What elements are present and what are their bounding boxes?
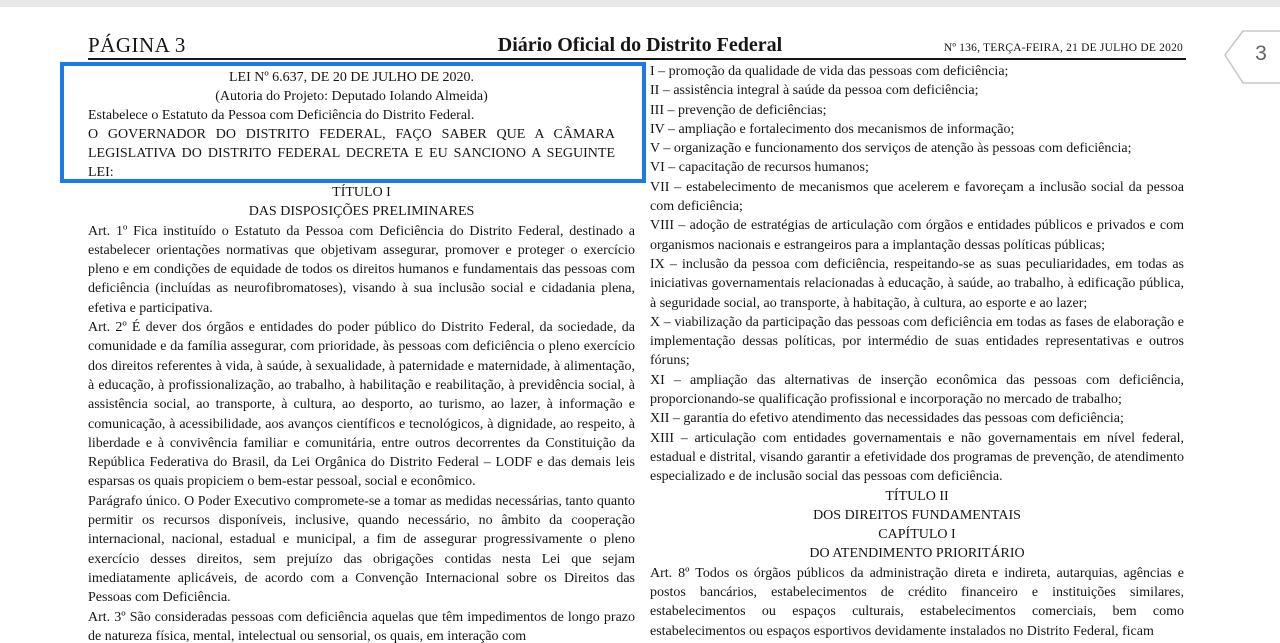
page-number-tab[interactable] [1222, 28, 1280, 86]
titulo-ii-heading: TÍTULO II [885, 488, 949, 504]
capitulo-i-heading: CAPÍTULO I [878, 527, 956, 543]
item-xiii: XIII – articulação com entidades governamentais e não governamentais em nível federal, estadual e distrital, visando garantir a efetividade dos programas de prevenção, de atendimento especializado e de inclusão social das pessoas com deficiência. [650, 430, 1184, 485]
item-iii: III – prevenção de deficiências; [650, 102, 827, 118]
item-v: V – organização e funcionamento dos serviços de atenção às pessoas com deficiência; [650, 141, 1132, 157]
page-label: PÁGINA 3 [88, 33, 186, 57]
paragrafo-unico-paragraph: Parágrafo único. O Poder Executivo compromete-se a tomar as medidas necessárias, tanto quanto permitir os recursos disponíveis, inclusive, quando necessário, no âmbito da cooperação internacional, nacional, estadual e municipal, a fim de assegurar progressivamente o pleno exercício desses direitos, sem prejuízo das obrigações contidas nesta Lei que sejam imediatamente aplicáveis, de acordo com a Convenção Internacional sobre os Direitos das Pessoas com Deficiência. [88, 493, 635, 606]
disposicoes-preliminares-heading: DAS DISPOSIÇÕES PRELIMINARES [248, 204, 475, 220]
article-2-paragraph: Art. 2º É dever dos órgãos e entidades do poder público do Distrito Federal, da sociedade, da comunidade e da família assegurar, com prioridade, às pessoas com deficiência o pleno exercício dos direitos referentes à vida, à saúde, à sexualidade, à paternidade e maternidade, à alimentação, à educação, à profissionalização, ao trabalho, à habilitação e reabilitação, à previdência social, à assistência social, ao transporte, à cultura, ao desporto, ao turismo, ao lazer, à informação e comunicação, à acessibilidade, aos avanços científicos e tecnológicos, à dignidade, ao respeito, à liberdade e à convivência familiar e comunitária, entre outros decorrentes da Constituição da República Federativa do Brasil, da Lei Orgânica do Distrito Federal – LODF e das demais leis esparsas os quais propiciem o bem-estar pessoal, social e econômico. [88, 320, 635, 490]
item-xii: XII – garantia do efetivo atendimento das necessidades das pessoas com deficiência; [650, 411, 1124, 427]
edition-info: Nº 136, TERÇA-FEIRA, 21 DE JULHO DE 2020 [943, 42, 1183, 54]
law-title: LEI Nº 6.637, DE 20 DE JULHO DE 2020. [228, 70, 475, 85]
law-header-highlight-box [60, 62, 646, 183]
right-column [650, 62, 1184, 643]
viewer-top-strip [0, 0, 1280, 7]
law-summary: Estabelece o Estatuto da Pessoa com Deficiência do Distrito Federal. [88, 108, 475, 123]
page-tab-number: 3 [1255, 42, 1267, 65]
gazette-title: Diário Oficial do Distrito Federal [497, 34, 783, 56]
item-viii: VIII – adoção de estratégias de articulação com órgãos e entidades públicos e privados e com organismos nacionais e estrangeiros para a implantação dessas políticas públicas; [650, 218, 1184, 253]
article-1-paragraph: Art. 1º Fica instituído o Estatuto da Pessoa com Deficiência do Distrito Federal, destinado a estabelecer orientações normativas que objetivam assegurar, promover e proteger o exercício pleno e em condições de equidade de todos os direitos humanos e fundamentais das pessoas com deficiência (incluídas as neurofibromatoses), visando à sua inclusão social e cidadania plena, efetiva e participativa. [88, 223, 635, 316]
titulo-i-heading: TÍTULO I [332, 185, 391, 200]
law-authorship: (Autoria do Projeto: Deputado Iolando Almeida) [215, 89, 488, 104]
article-3-paragraph: Art. 3º São consideradas pessoas com deficiência aquelas que têm impedimentos de longo prazo de natureza física, mental, intelectual ou sensorial, os quais, em interação com [88, 609, 635, 643]
law-preamble: O GOVERNADOR DO DISTRITO FEDERAL, FAÇO SABER QUE A CÂMARA LEGISLATIVA DO DISTRITO FEDERAL DECRETA E EU SANCIONO A SEGUINTE LEI: [88, 127, 615, 180]
item-x: X – viabilização da participação das pessoas com deficiência em todas as fases de elaboração e implementação dessas políticas, por intermédio de suas entidades representativas e outros fóruns; [650, 314, 1184, 369]
header-rule [88, 58, 1186, 60]
direitos-fundamentais-heading: DOS DIREITOS FUNDAMENTAIS [813, 507, 1021, 523]
item-vi: VI – capacitação de recursos humanos; [650, 160, 869, 176]
item-xi: XI – ampliação das alternativas de inserção econômica das pessoas com deficiência, proporcionando-se qualificação profissional e incorporação no mercado de trabalho; [650, 372, 1184, 408]
article-8-paragraph: Art. 8º Todos os órgãos públicos da administração direta e indireta, autarquias, agências e postos bancários, estabelecimentos de crédito financeiro e instituições similares, estabelecimentos ou espaços culturais, estabelecimentos comerciais, bem como estabelecimentos ou espaços esportivos devidamente instalados no Distrito Federal, ficam [650, 565, 1184, 639]
item-ii: II – assistência integral à saúde da pessoa com deficiência; [650, 83, 979, 99]
item-iv: IV – ampliação e fortalecimento dos mecanismos de informação; [650, 121, 1015, 137]
atendimento-prioritario-heading: DO ATENDIMENTO PRIORITÁRIO [809, 546, 1025, 562]
item-vii: VII – estabelecimento de mecanismos que acelerem e favoreçam a inclusão social da pessoa com deficiência; [650, 179, 1184, 215]
left-column [88, 183, 635, 643]
item-ix: IX – inclusão da pessoa com deficiência, respeitando-se as suas peculiaridades, em todas as iniciativas governamentais relacionadas à educação, à saúde, ao trabalho, à edificação pública, à seguridade social, ao transporte, à habitação, à cultura, ao esporte e ao lazer; [650, 256, 1184, 311]
item-i: I – promoção da qualidade de vida das pessoas com deficiência; [650, 64, 1009, 79]
